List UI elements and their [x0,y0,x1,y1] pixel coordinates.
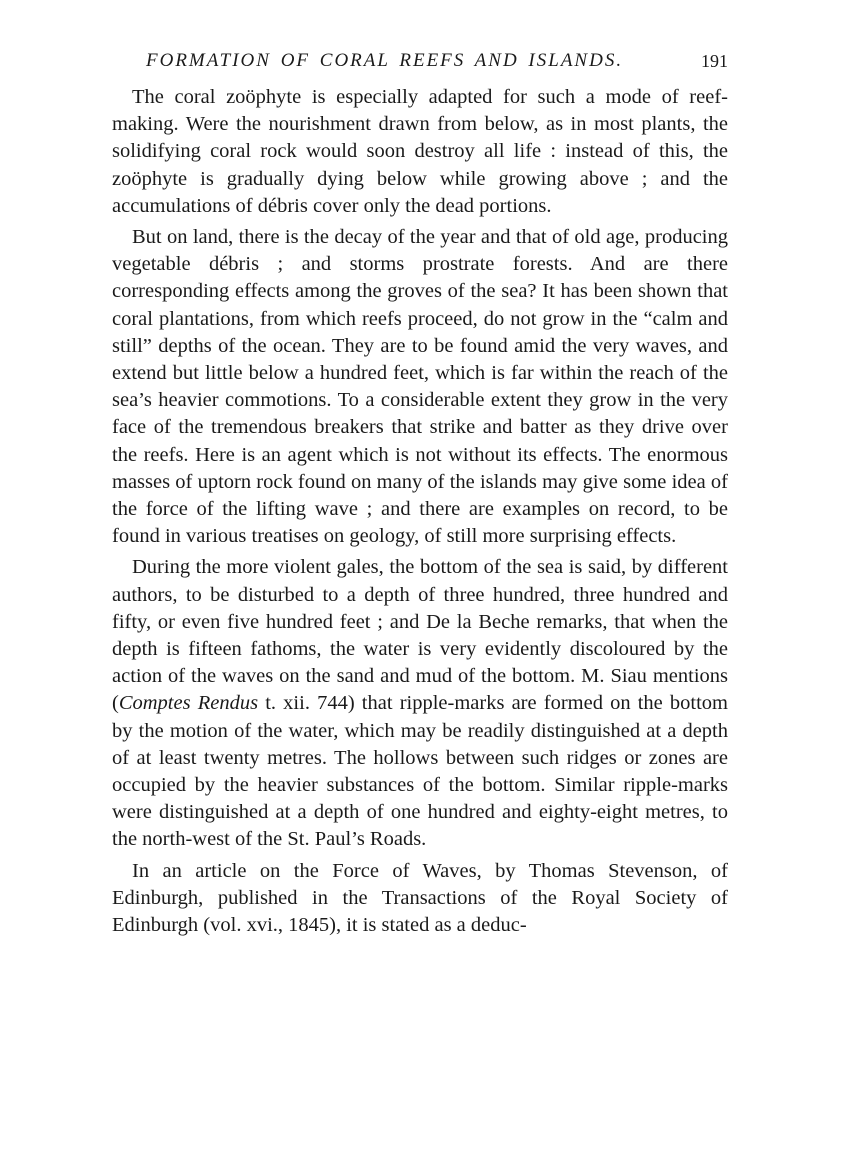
citation-title: Comptes Rendus [118,692,259,715]
paragraph-text-after-citation: t. xii. 744) that ripple-marks are formed on the bottom by the motion of the water, which may be readily distinguished at a depth of at least twenty metres. The hollows between such ridges or zones are occupied by the heavier substances of the bottom. Similar ripple-marks were distinguished at a depth of one hundred and eighty-eight metres, to the north-west of the St. Paul’s Roads. [112,692,728,851]
body-text [112,84,728,939]
running-header [112,38,728,78]
paragraph-force-of-waves: In an article on the Force of Waves, by Thomas Stevenson, of Edinburgh, published in the Transactions of the Royal Society of Edinburgh (vol. xvi., 1845), it is stated as a deduc- [112,859,728,937]
paragraph-zoophyte: The coral zoöphyte is especially adapted for such a mode of reef-making. Were the nourishment drawn from below, as in most plants, the solidifying coral rock would soon destroy all life : instead of this, the zoöphyte is gradually dying below while growing above ; and the accumulations of débris cover only the dead portions. [112,86,728,217]
chapter-title: FORMATION OF CORAL REEFS AND ISLANDS. [146,50,624,71]
paragraph-decay-on-land: But on land, there is the decay of the year and that of old age, producing vegetable débris ; and storms prostrate forests. And are there corresponding effects among the groves of the sea? It has been shown that coral plantations, from which reefs proceed, do not grow in the “calm and still” depths of the ocean. They are to be found amid the very waves, and extend but little below a hundred feet, which is far within the reach of the sea’s heavier commotions. To a considerable extent they grow in the very face of the tremendous breakers that strike and batter as they drive over the reefs. Here is an agent which is not without its effects. The enormous masses of uptorn rock found on many of the islands may give some idea of the force of the lifting wave ; and there are examples on record, to be found in various treatises on geology, of still more surprising effects. [112,226,728,548]
paragraph-violent-gales [112,554,728,853]
page-number: 191 [701,51,728,71]
book-page [112,38,728,939]
paragraph-text-before-citation: During the more violent gales, the bottom of the sea is said, by different authors, to be disturbed to a depth of three hundred, three hundred and fifty, or even five hundred feet ; and De la Beche remarks, that when the depth is fifteen fathoms, the water is very evidently discoloured by the action of the waves on the sand and mud of the bottom. M. Siau mentions ( [112,556,728,715]
